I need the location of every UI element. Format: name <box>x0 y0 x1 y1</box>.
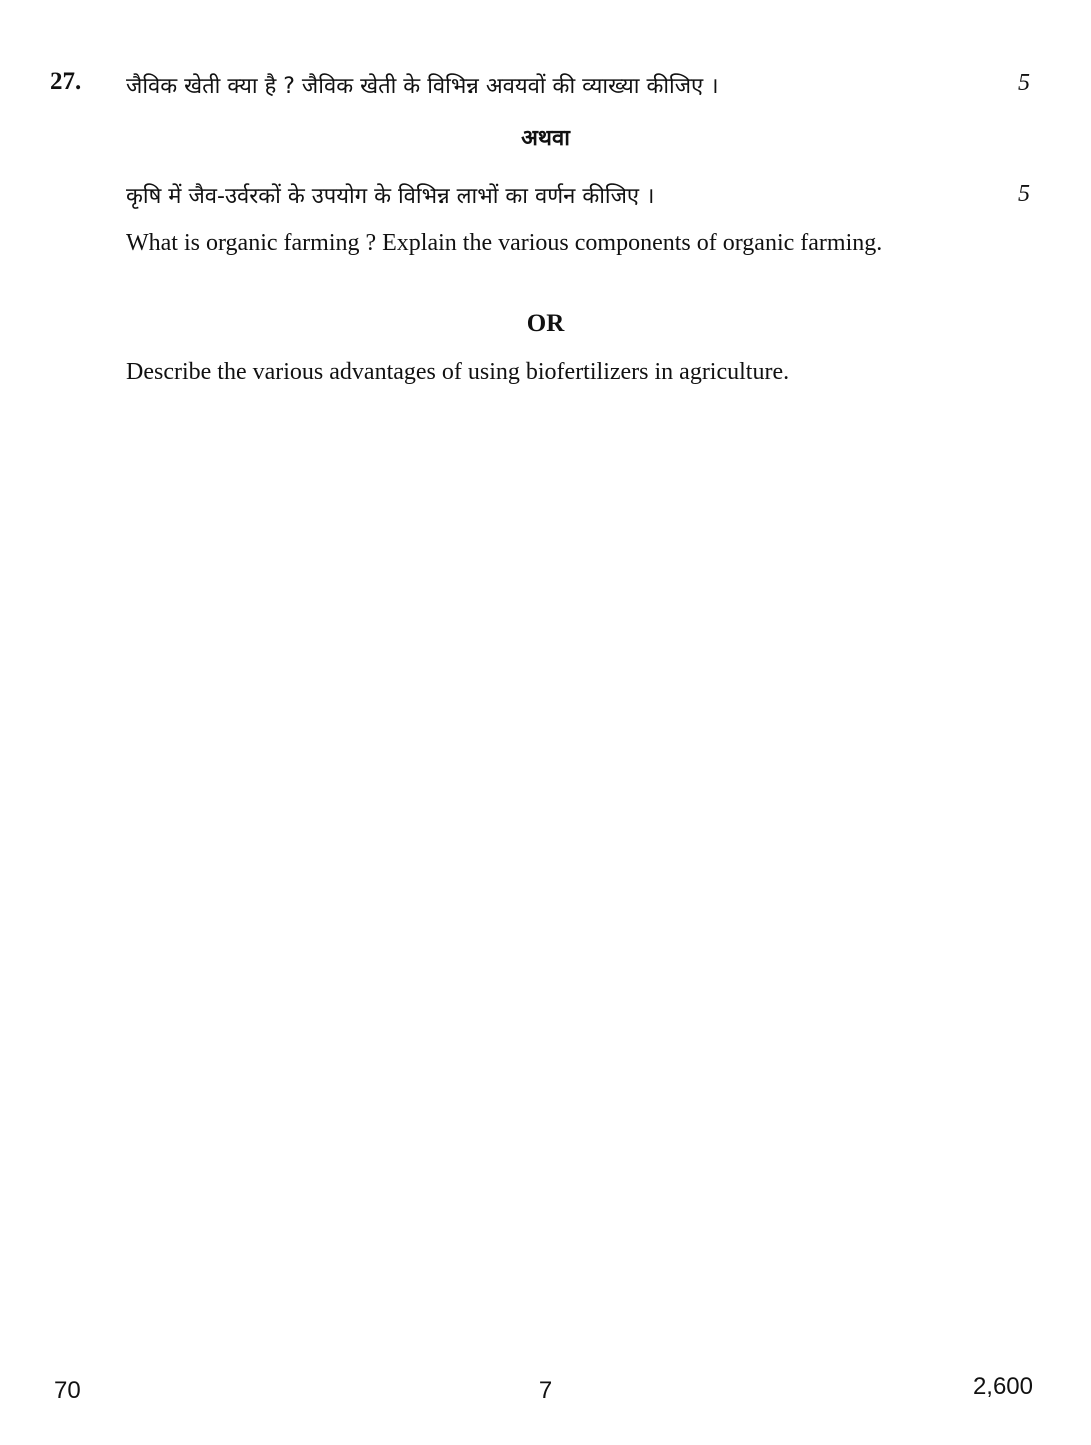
hindi-alternative-question: कृषि में जैव-उर्वरकों के उपयोग के विभिन्न लाभों का वर्णन कीजिए । <box>126 184 655 209</box>
english-alternative-question: Describe the various advantages of using biofertilizers in agriculture. <box>126 359 790 385</box>
question-number: 27. <box>50 68 82 95</box>
hindi-question: जैविक खेती क्या है ? जैविक खेती के विभिन्न अवयवों की व्याख्या कीजिए । <box>126 74 719 99</box>
footer-page-number: 7 <box>538 1377 553 1404</box>
english-question: What is organic farming ? Explain the various components of organic farming. <box>126 230 883 256</box>
hindi-or-label: अथवा <box>521 126 570 151</box>
hindi-question-marks: 5 <box>1018 70 1030 96</box>
footer-code: 70 <box>54 1377 81 1404</box>
english-or-label: OR <box>526 310 565 337</box>
hindi-alternative-marks: 5 <box>1018 181 1030 207</box>
footer-count: 2,600 <box>972 1373 1033 1400</box>
